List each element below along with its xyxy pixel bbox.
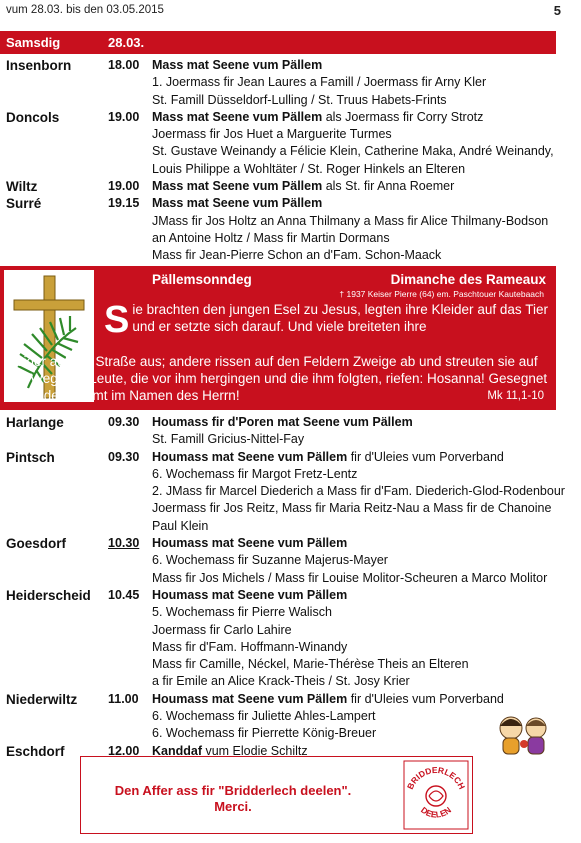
schedule-line <box>0 143 560 160</box>
location-name: Niederwiltz <box>6 691 78 707</box>
mass-description <box>152 552 388 569</box>
sunday-title-lb: Pällemsonndeg <box>152 272 252 287</box>
schedule-line <box>0 247 560 264</box>
schedule-line <box>0 552 560 569</box>
location-name: Pintsch <box>6 449 55 465</box>
drop-cap: S <box>104 299 130 341</box>
mass-intention: Mass fir Jean-Pierre Schon an d'Fam. Schon-Maack <box>152 248 442 263</box>
schedule-line <box>0 92 560 109</box>
mass-intention: vum Elodie Schiltz <box>202 743 308 758</box>
schedule-line <box>0 195 560 212</box>
mass-description <box>152 161 465 178</box>
mass-title: Houmass mat Seene vum Pällem <box>152 536 348 551</box>
mass-intention: Mass fir Jos Michels / Mass fir Louise Molitor-Scheuren a Marco Molitor <box>152 570 548 585</box>
mass-description <box>152 535 347 552</box>
mass-time: 10.45 <box>108 587 140 602</box>
page-header <box>6 4 561 20</box>
memorial-note: † 1937 Keiser Pierre (64) em. Paschtouer Kautebaach <box>339 289 544 299</box>
schedule-line <box>0 656 560 673</box>
schedule-line <box>0 518 560 535</box>
mass-intention: Paul Klein <box>152 518 209 533</box>
mass-intention: 2. JMass fir Marcel Diederich a Mass fir d'Fam. Diederich-Glod-Rodenbour <box>152 484 565 499</box>
mass-intention: Mass fir Camille, Néckel, Marie-Thérèse Theis an Elteren <box>152 657 469 672</box>
schedule-line <box>0 213 560 230</box>
mass-title: Mass mat Seene vum Pällem <box>152 196 323 211</box>
mass-title: Houmass mat Seene vum Pällem <box>152 691 348 706</box>
mass-title: Mass mat Seene vum Pällem <box>152 109 323 124</box>
location-name: Goesdorf <box>6 536 67 552</box>
mass-intention: an Antoine Holtz / Mass fir Martin Dormans <box>152 230 390 245</box>
mass-time: 19.15 <box>108 196 140 211</box>
location-name: Harlange <box>6 415 64 430</box>
mass-description <box>152 691 504 708</box>
sunday-title-fr: Dimanche des Rameaux <box>390 272 546 287</box>
sunday-schedule <box>0 414 565 760</box>
mass-description <box>152 587 347 604</box>
mass-intention: 5. Wochemass fir Pierre Walisch <box>152 605 332 620</box>
mass-time: 11.00 <box>108 691 139 706</box>
mass-title: Mass mat Seene vum Pällem <box>152 58 323 72</box>
mass-title: Houmass fir d'Poren mat Seene vum Pällem <box>152 415 413 429</box>
mass-intention: St. Famill Gricius-Nittel-Fay <box>152 432 305 447</box>
mass-description <box>152 466 357 483</box>
mass-time: 18.00 <box>108 58 140 72</box>
location-name: Heiderscheid <box>6 587 91 603</box>
schedule-line <box>0 587 560 604</box>
mass-description <box>152 622 292 639</box>
schedule-line <box>0 109 560 126</box>
schedule-line <box>0 570 560 587</box>
mass-time: 19.00 <box>108 109 140 124</box>
location-name: Wiltz <box>6 179 38 195</box>
mass-description <box>152 449 504 466</box>
schedule-line <box>0 178 560 195</box>
page-number: 5 <box>553 3 561 18</box>
mass-intention: Louis Philippe a Wohltäter / St. Roger Hinkels an Elteren <box>152 161 466 176</box>
saturday-band <box>0 31 556 54</box>
schedule-line <box>0 466 560 483</box>
location-name: Eschdorf <box>6 743 65 759</box>
schedule-line <box>0 622 560 639</box>
mass-description <box>152 109 483 126</box>
mass-description <box>152 518 208 535</box>
mass-description <box>152 247 441 264</box>
mass-description <box>152 57 322 74</box>
mass-intention: Joermass fir Jos Reitz, Mass fir Maria Reitz-Nau a Mass fir de Chanoine <box>152 501 552 516</box>
mass-description <box>152 195 322 212</box>
mass-time: 19.00 <box>108 179 140 194</box>
mass-intention: 1. Joermass fir Jean Laures a Famill / Joermass fir Arny Kler <box>152 75 487 90</box>
saturday-schedule <box>0 57 560 265</box>
mass-intention: Joermass fir Carlo Lahire <box>152 622 292 637</box>
mass-description <box>152 126 392 143</box>
schedule-line <box>0 431 560 448</box>
mass-description <box>152 725 376 742</box>
schedule-line <box>0 126 560 143</box>
mass-description <box>152 178 454 195</box>
schedule-line <box>0 483 565 500</box>
mass-intention: JMass fir Jos Holtz an Anna Thilmany a Mass fir Alice Thilmany-Bodson <box>152 213 549 228</box>
mass-description <box>152 414 413 431</box>
gospel-first: Sie brachten den jungen Esel zu Jesus, legten ihre Kleider auf das Tier und er setzte sich darauf. Und viele breiteten ihre <box>104 299 548 341</box>
date-range: vum 28.03. bis den 03.05.2015 <box>6 4 164 16</box>
gospel-reference: Mk 11,1-10 <box>487 389 544 402</box>
mass-description <box>152 483 565 500</box>
schedule-line <box>0 708 560 725</box>
mass-description <box>152 74 486 91</box>
schedule-line <box>0 673 560 690</box>
mass-description <box>152 639 347 656</box>
mass-title: Houmass mat Seene vum Pällem <box>152 449 348 464</box>
mass-time: 10.30 <box>108 536 140 551</box>
offering-text: Den Affer ass fir "Bridderlech deelen". Merci. <box>114 783 352 814</box>
mass-description <box>152 570 547 587</box>
mass-time: 09.30 <box>108 415 140 429</box>
svg-text:DEELEN: DEELEN <box>419 804 453 820</box>
bridderlech-deelen-logo <box>403 760 469 830</box>
schedule-line <box>0 604 560 621</box>
mass-title: Mass mat Seene vum Pällem <box>152 179 323 194</box>
mass-description <box>152 92 447 109</box>
day-date: 28.03. <box>108 35 145 50</box>
schedule-line <box>0 230 560 247</box>
mass-intention: fir d'Uleies vum Porverband <box>347 691 504 706</box>
schedule-line <box>0 691 560 708</box>
mass-description <box>152 604 332 621</box>
mass-intention: als St. fir Anna Roemer <box>322 179 455 194</box>
location-name: Surré <box>6 196 42 212</box>
mass-title: Houmass mat Seene vum Pällem <box>152 587 348 602</box>
children-icon <box>494 714 554 756</box>
mass-time: 12.00 <box>108 743 140 758</box>
mass-description <box>152 656 469 673</box>
schedule-line <box>0 414 560 431</box>
mass-intention: St. Gustave Weinandy a Félicie Klein, Catherine Maka, André Weinandy, <box>152 144 554 159</box>
mass-description <box>152 708 375 725</box>
location-name: Insenborn <box>6 58 72 73</box>
svg-text:BRIDDERLECH: BRIDDERLECH <box>404 764 468 791</box>
mass-intention: fir d'Uleies vum Porverband <box>347 449 504 464</box>
mass-description <box>152 500 551 517</box>
mass-title: Kanddaf <box>152 743 202 758</box>
mass-intention: 6. Wochemass fir Pierrette König-Breuer <box>152 726 377 741</box>
mass-description <box>152 431 304 448</box>
schedule-line <box>0 449 560 466</box>
schedule-line <box>0 639 560 656</box>
mass-description <box>152 230 390 247</box>
mass-time: 09.30 <box>108 449 140 464</box>
schedule-line <box>0 74 560 91</box>
mass-intention: a fir Emile an Alice Krack-Theis / St. Josy Krier <box>152 674 410 689</box>
mass-intention: St. Famill Düsseldorf-Lulling / St. Truus Habets-Frints <box>152 92 447 107</box>
schedule-line <box>0 500 560 517</box>
palm-sunday-block <box>0 266 556 410</box>
mass-description <box>152 673 410 690</box>
mass-intention: als Joermass fir Corry Strotz <box>322 109 484 124</box>
schedule-line <box>0 725 560 742</box>
mass-intention: 6. Wochemass fir Suzanne Majerus-Mayer <box>152 553 388 568</box>
day-label: Samsdig <box>6 35 61 50</box>
mass-description <box>152 143 554 160</box>
schedule-line <box>0 535 560 552</box>
mass-intention: 6. Wochemass fir Juliette Ahles-Lampert <box>152 709 376 724</box>
mass-description <box>152 213 548 230</box>
mass-intention: 6. Wochemass fir Margot Fretz-Lentz <box>152 466 358 481</box>
mass-intention: Joermass fir Jos Huet a Marguerite Turmes <box>152 127 392 142</box>
schedule-line <box>0 161 560 178</box>
location-name: Doncols <box>6 109 60 125</box>
gospel-rest: Kleider auf der Straße aus; andere rissen auf den Feldern Zweige ab und streuten sie auf den Weg. Die Leute, die vor ihm hergingen und die ihm folgten, riefen: Hosanna! Gesegnet sei er, der kommt im Namen des Herrn! Mk 11,1-10 <box>4 354 548 403</box>
offering-box <box>80 756 473 834</box>
schedule-line <box>0 57 560 74</box>
mass-intention: Mass fir d'Fam. Hoffmann-Winandy <box>152 639 348 654</box>
